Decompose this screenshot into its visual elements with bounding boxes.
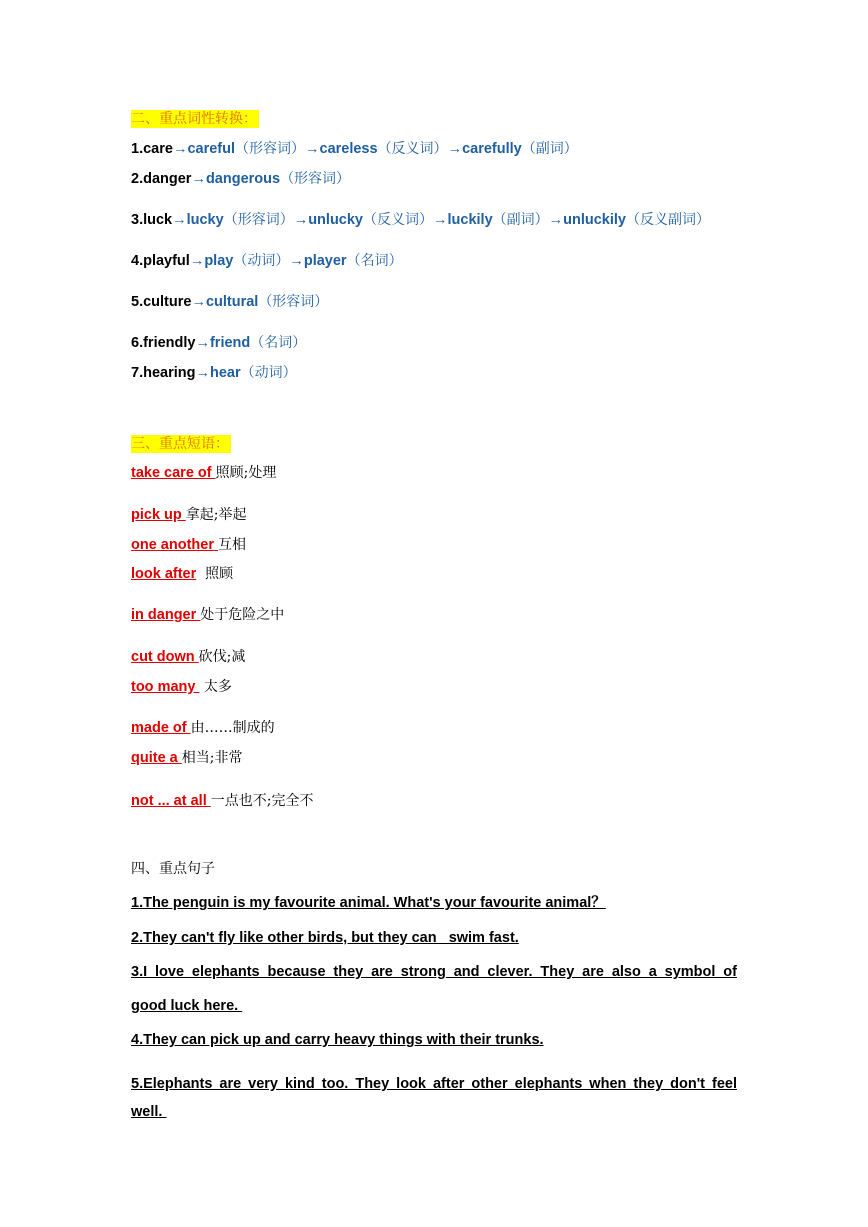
derived-word: → — [172, 141, 188, 157]
phrase-item — [131, 605, 284, 625]
word-form-item — [131, 363, 297, 383]
word-class-label: （动词） — [233, 253, 290, 269]
word-form-item — [131, 292, 328, 312]
derived-word: → — [191, 171, 206, 187]
derived-word: dangerous — [205, 171, 281, 187]
derived-word: careless — [319, 141, 378, 157]
derived-word: → — [189, 253, 205, 269]
phrase-english: look after — [131, 566, 197, 582]
phrase-chinese: 太多 — [199, 679, 232, 695]
word-form-item — [131, 210, 710, 230]
derived-word: → — [447, 141, 463, 157]
word-class-label: （名词） — [250, 335, 307, 351]
word-class-label: （反义词） — [377, 141, 448, 157]
base-word: 1.care — [131, 141, 173, 157]
key-sentence: good luck here. — [131, 998, 243, 1014]
base-word: 4.playful — [131, 253, 190, 269]
section2-title-text: 二、重点词性转换： — [131, 111, 257, 127]
key-sentence: 1.The penguin is my favourite animal. What's your favourite animal？ — [131, 895, 606, 911]
phrase-english: not ... at all — [131, 793, 211, 809]
derived-word: → — [195, 365, 210, 381]
phrase-english: in danger — [131, 607, 201, 623]
phrase-item — [131, 564, 233, 584]
word-class-label: （动词） — [240, 365, 297, 381]
phrase-item — [131, 677, 232, 697]
word-class-label: （形容词） — [223, 212, 294, 228]
word-class-label: （形容词） — [280, 171, 351, 187]
word-class-label: （反义词） — [363, 212, 433, 228]
derived-word: play — [204, 253, 234, 269]
phrase-english: cut down — [131, 649, 199, 665]
phrase-item — [131, 535, 246, 555]
phrase-item — [131, 791, 313, 811]
phrase-item — [131, 718, 275, 738]
phrase-chinese: 处于危险之中 — [200, 607, 285, 623]
derived-word: cultural — [205, 294, 259, 310]
word-class-label: （副词） — [521, 141, 578, 157]
derived-word: → — [191, 294, 206, 310]
derived-word: unluckily — [563, 212, 626, 228]
base-word: 6.friendly — [131, 335, 196, 351]
word-class-label: （形容词） — [235, 141, 305, 157]
key-sentence: 2.They can't fly like other birds, but they can swim fast. — [131, 930, 519, 946]
derived-word: → — [195, 335, 210, 351]
phrase-item — [131, 647, 245, 667]
phrase-english: one another — [131, 537, 219, 553]
phrase-item — [131, 463, 276, 483]
phrase-english: pick up — [131, 507, 186, 523]
section4-title: 四、重点句子 — [131, 861, 215, 877]
base-word: 2.danger — [131, 171, 192, 187]
derived-word: careful — [187, 141, 235, 157]
derived-word: → — [433, 212, 448, 228]
phrase-chinese: 砍伐;减 — [198, 649, 246, 665]
section3-title-text: 三、重点短语： — [131, 436, 229, 452]
base-word: 3.luck — [131, 212, 173, 228]
derived-word: → — [293, 212, 309, 228]
phrase-item — [131, 505, 247, 525]
derived-word: → — [289, 253, 304, 269]
base-word: 5.culture — [131, 294, 192, 310]
phrase-chinese: 拿起;举起 — [185, 507, 247, 523]
word-form-item — [131, 169, 350, 189]
word-class-label: （反义副词） — [626, 212, 710, 228]
derived-word: friend — [209, 335, 251, 351]
word-form-item — [131, 251, 403, 271]
phrase-english: quite a — [131, 750, 182, 766]
derived-word: → — [305, 141, 320, 157]
phrase-english: made of — [131, 720, 191, 736]
phrase-chinese: 互相 — [218, 537, 247, 553]
phrase-chinese: 照顾 — [196, 566, 234, 582]
key-sentence: 3.I love elephants because they are strong and clever. They are also a symbol of — [131, 964, 737, 980]
key-sentence: 5.Elephants are very kind too. They look after other elephants when they don't feel — [131, 1076, 737, 1092]
derived-word: unlucky — [308, 212, 363, 228]
derived-word: → — [548, 212, 564, 228]
section3-title — [131, 434, 231, 454]
word-class-label: （名词） — [346, 253, 403, 269]
key-sentence: well. — [131, 1104, 167, 1120]
derived-word: → — [172, 212, 187, 228]
word-form-item — [131, 139, 578, 159]
base-word: 7.hearing — [131, 365, 196, 381]
phrase-item — [131, 748, 242, 768]
derived-word: lucky — [186, 212, 224, 228]
derived-word: player — [303, 253, 347, 269]
word-class-label: （形容词） — [258, 294, 329, 310]
phrase-english: take care of — [131, 465, 216, 481]
phrase-english: too many — [131, 679, 200, 695]
word-class-label: （副词） — [492, 212, 549, 228]
derived-word: carefully — [462, 141, 522, 157]
section2-title — [131, 109, 259, 129]
phrase-chinese: 照顾;处理 — [215, 465, 277, 481]
key-sentence: 4.They can pick up and carry heavy things with their trunks. — [131, 1032, 544, 1048]
derived-word: hear — [209, 365, 241, 381]
word-form-item — [131, 333, 306, 353]
phrase-chinese: 一点也不;完全不 — [210, 793, 314, 809]
derived-word: luckily — [447, 212, 493, 228]
phrase-chinese: 相当;非常 — [181, 750, 243, 766]
phrase-chinese: 由……制成的 — [190, 720, 275, 736]
